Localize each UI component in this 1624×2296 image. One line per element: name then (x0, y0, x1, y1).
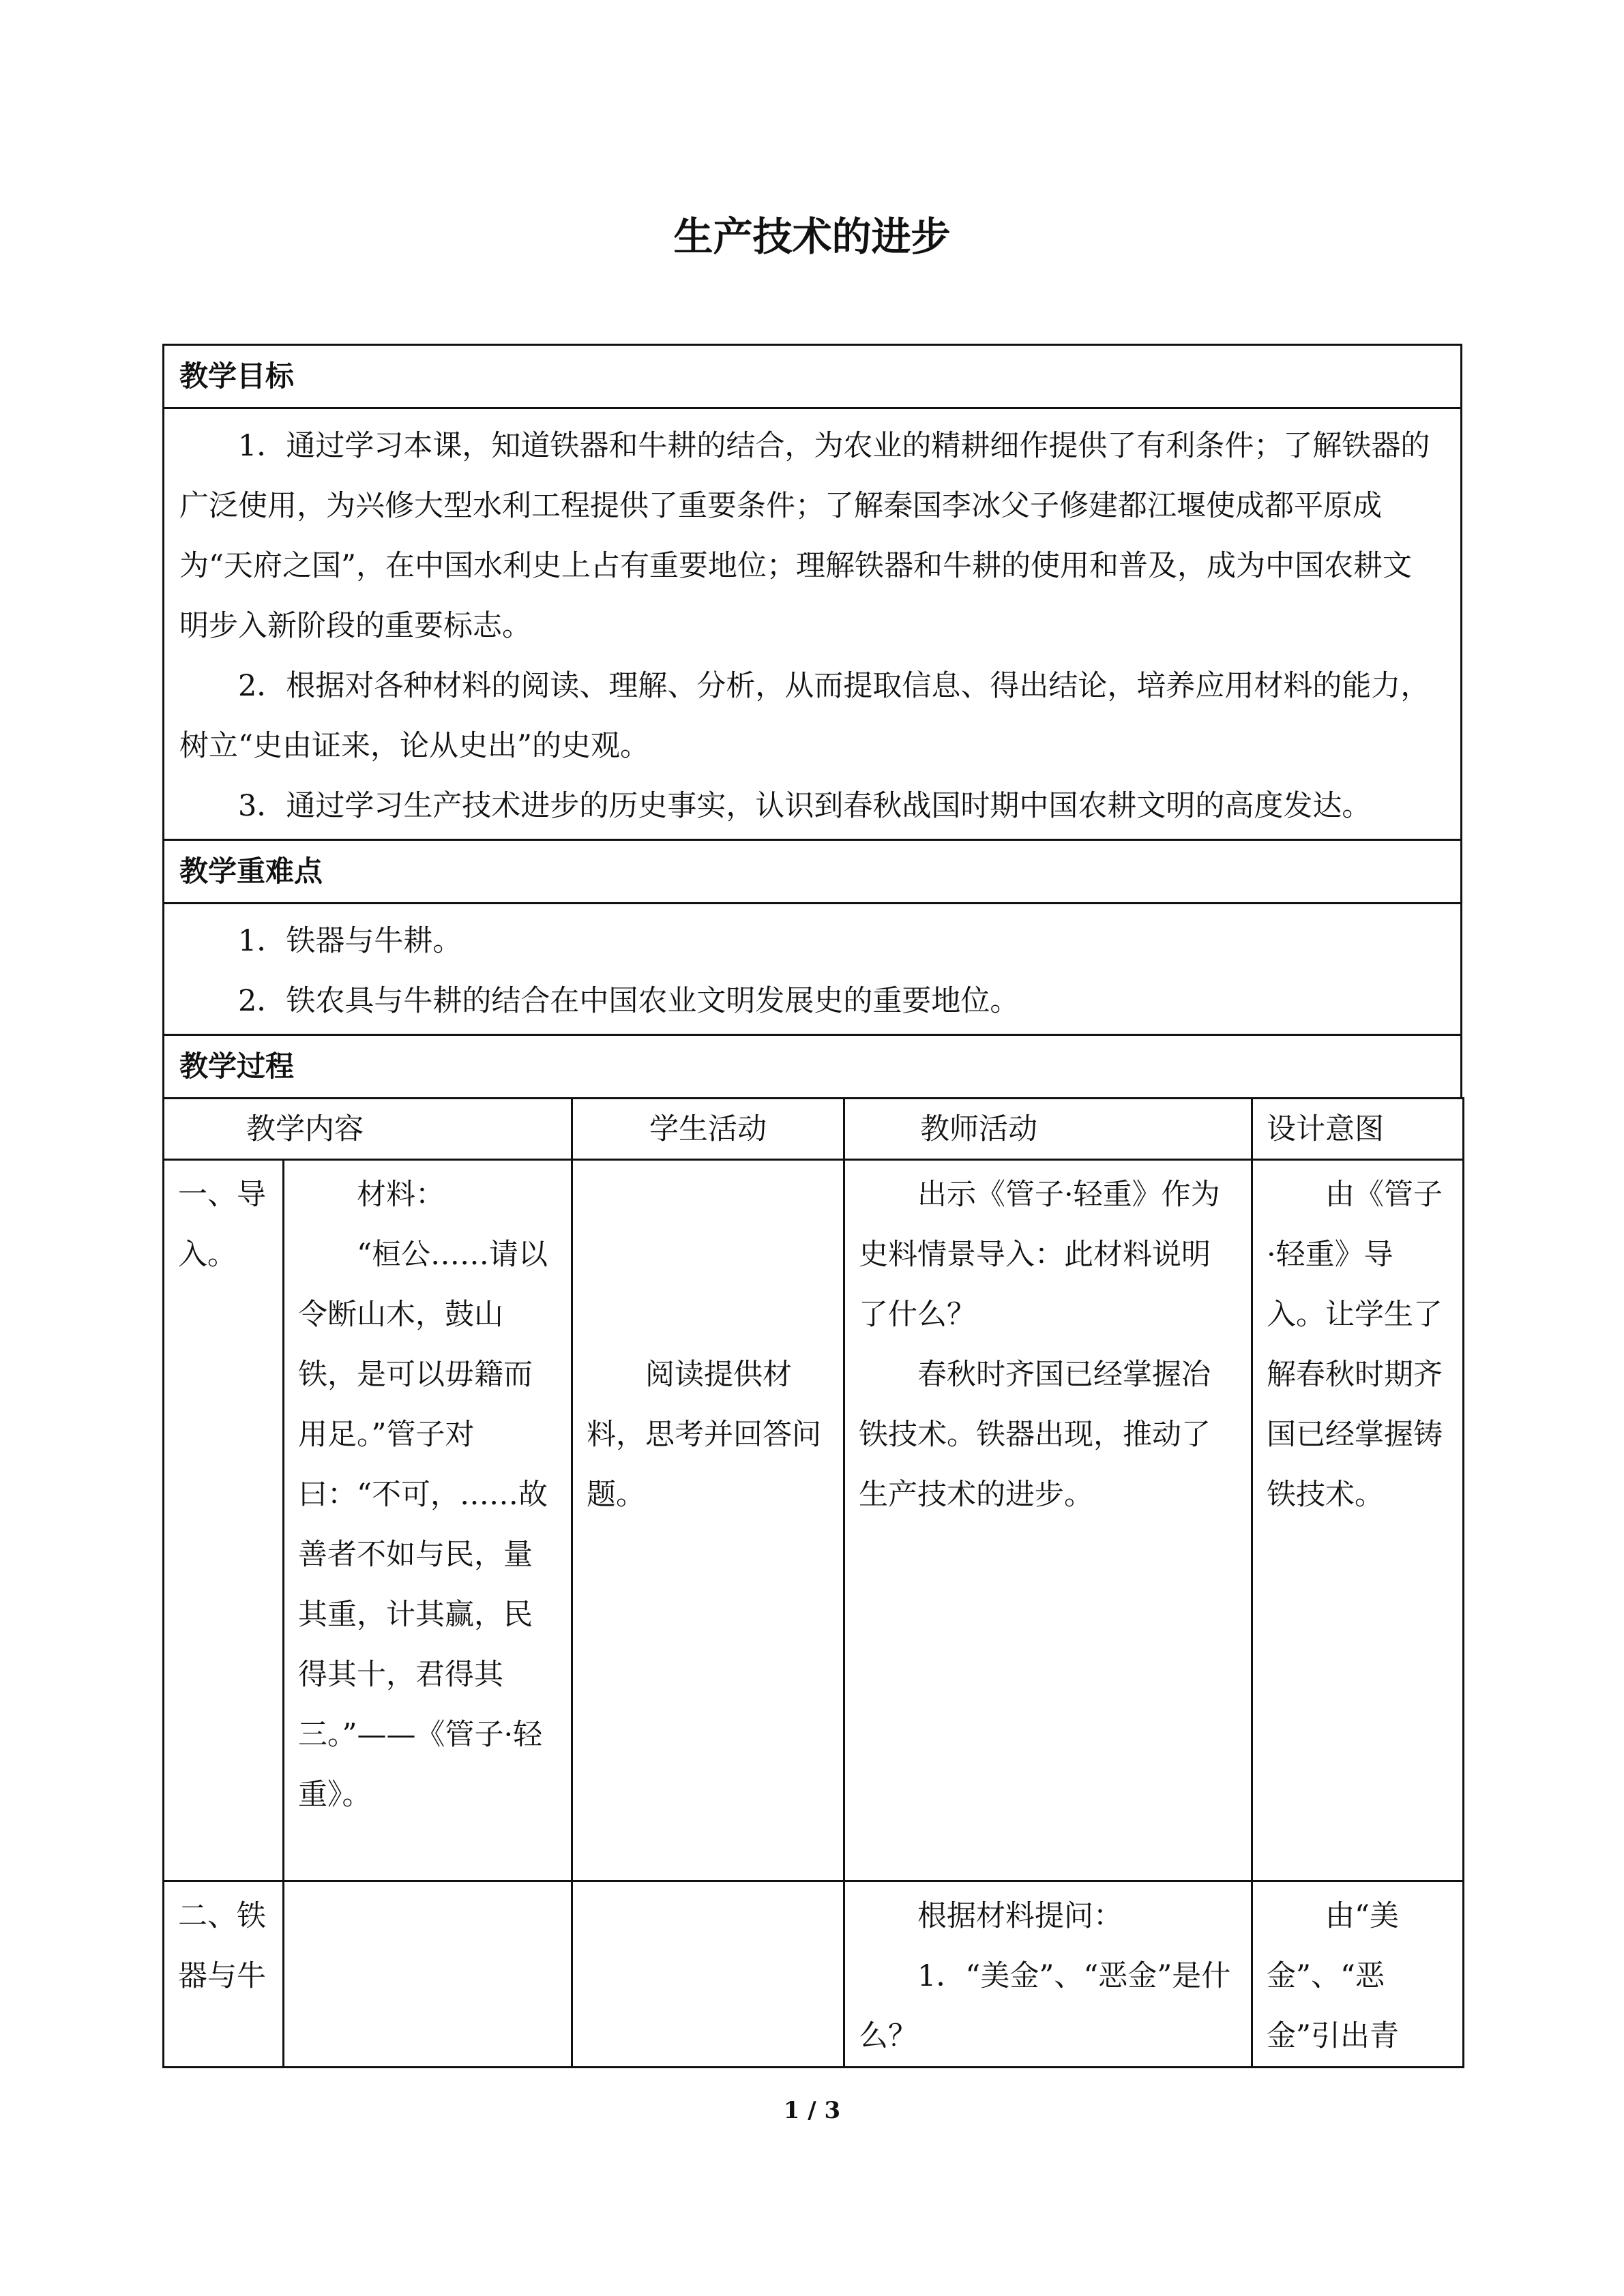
column-header: 教学内容 (164, 1099, 572, 1160)
objective-item: 3．通过学习生产技术进步的历史事实，认识到春秋战国时期中国农耕文明的高度发达。 (238, 789, 1372, 823)
teacher-paragraph: 1．“美金”、“恶金”是什么？ (859, 1959, 1231, 2053)
row-teacher (844, 1881, 1252, 2068)
intent-text: 由《管子·轻重》导入。让学生了解春秋时期齐国已经掌握铸铁技术。 (1267, 1178, 1443, 1512)
row-student (572, 1881, 844, 2068)
key-points-heading: 教学重难点 (179, 854, 323, 888)
row-intent (1252, 1881, 1464, 2068)
objective-item: 2．根据对各种材料的阅读、理解、分析，从而提取信息、得出结论，培养应用材料的能力，树立“史由证来，论从史出”的史观。 (179, 669, 1430, 763)
objectives-section (162, 344, 1462, 407)
column-header: 设计意图 (1252, 1099, 1464, 1160)
process-heading: 教学过程 (179, 1049, 295, 1083)
lesson-plan-frame (162, 344, 1462, 2068)
process-section (162, 1034, 1462, 1097)
column-header: 学生活动 (572, 1099, 844, 1160)
student-activity: 阅读提供材料，思考并回答问题。 (587, 1358, 821, 1512)
row-section: 二、铁器与牛 (164, 1881, 284, 2068)
table-row (164, 1160, 1464, 1881)
objectives-heading: 教学目标 (179, 359, 295, 393)
key-point-item: 2．铁农具与牛耕的结合在中国农业文明发展史的重要地位。 (238, 984, 1020, 1018)
content-paragraph: “桓公……请以令断山木，鼓山铁，是可以毋籍而用足。”管子对曰：“不可，……故善者不如与民，量其重，计其赢，民得其十，君得其三。”——《管子·轻重》。 (298, 1238, 548, 1812)
table-row (164, 1881, 1464, 2068)
row-section: 一、导入。 (164, 1160, 284, 1881)
row-intent (1252, 1160, 1464, 1881)
objectives-body (162, 407, 1462, 839)
teacher-paragraph: 春秋时齐国已经掌握冶铁技术。铁器出现，推动了生产技术的进步。 (859, 1358, 1211, 1512)
row-teacher (844, 1160, 1252, 1881)
objective-item: 1．通过学习本课，知道铁器和牛耕的结合，为农业的精耕细作提供了有利条件；了解铁器的广泛使用，为兴修大型水利工程提供了重要条件；了解秦国李冰父子修建都江堰使成都平原成为“天府之国”，在中国水利史上占有重要地位；理解铁器和牛耕的使用和普及，成为中国农耕文明步入新阶段的重要标志。 (179, 429, 1430, 643)
row-student (572, 1160, 844, 1881)
row-content (284, 1881, 572, 2068)
key-point-item: 1．铁器与牛耕。 (238, 924, 462, 958)
page-number: 1 / 3 (783, 2097, 841, 2124)
column-header: 教师活动 (844, 1099, 1252, 1160)
key-points-section (162, 839, 1462, 902)
teacher-paragraph: 根据材料提问： (917, 1899, 1123, 1933)
content-paragraph: 材料： (357, 1178, 445, 1212)
page-title: 生产技术的进步 (673, 213, 951, 260)
row-content (284, 1160, 572, 1881)
process-table-header (164, 1099, 1464, 1160)
intent-text: 由“美金”、“恶金”引出青 (1267, 1899, 1399, 2053)
process-table (162, 1097, 1464, 2068)
key-points-body (162, 902, 1462, 1034)
teacher-paragraph: 出示《管子·轻重》作为史料情景导入：此材料说明了什么？ (859, 1178, 1220, 1332)
